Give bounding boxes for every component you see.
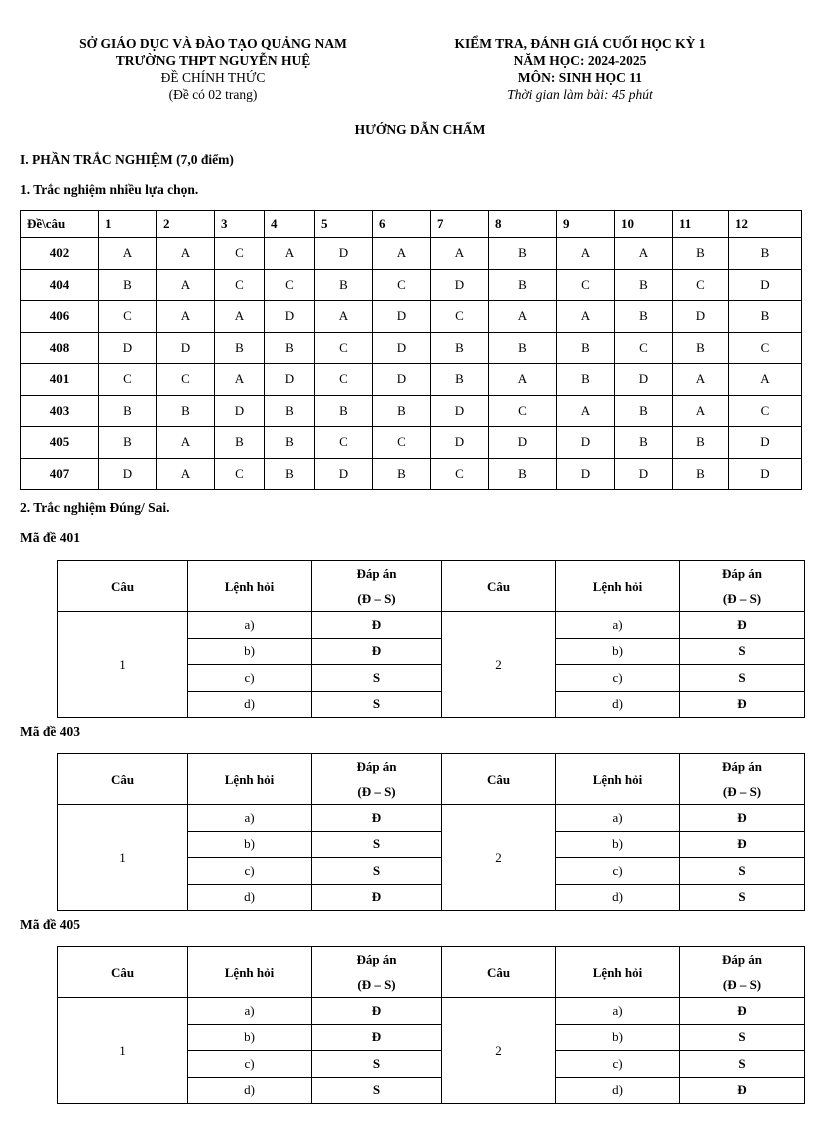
answer-cell: C — [315, 427, 373, 459]
answer-cell: D — [373, 332, 431, 364]
answer-cell: B — [315, 395, 373, 427]
answer-cell: B — [489, 238, 557, 270]
answer-cell: Đ — [312, 1024, 442, 1051]
answer-cell: A — [157, 458, 215, 490]
answer-cell: S — [680, 858, 805, 885]
answer-cell: D — [99, 332, 157, 364]
answer-cell: S — [680, 638, 805, 665]
question-number-cell: 2 — [442, 612, 556, 718]
column-header-corner: Đề\câu — [21, 211, 99, 238]
header-answer-line1: Đáp án — [356, 759, 397, 774]
header-answer-line2: (Đ – S) — [722, 591, 762, 606]
answer-cell: A — [157, 238, 215, 270]
answer-cell: A — [215, 301, 265, 333]
prompt-label-cell: b) — [188, 638, 312, 665]
prompt-label-cell: c) — [556, 858, 680, 885]
header-answer-line1: Đáp án — [721, 759, 763, 774]
answer-cell: D — [431, 269, 489, 301]
page-title: HƯỚNG DẪN CHẤM — [354, 122, 486, 137]
exam-code-cell: 402 — [21, 238, 99, 270]
column-header-question: 7 — [431, 211, 489, 238]
answer-cell: A — [157, 301, 215, 333]
answer-cell: D — [729, 269, 802, 301]
table-header-row — [58, 754, 805, 805]
answer-cell: S — [312, 1051, 442, 1078]
answer-cell: A — [557, 395, 615, 427]
column-header-question: 11 — [673, 211, 729, 238]
header-answer-line2: (Đ – S) — [722, 977, 762, 992]
question-number-cell: 2 — [442, 805, 556, 911]
exam-duration: Thời gian làm bài: 45 phút — [507, 87, 653, 102]
question-number-cell: 2 — [442, 998, 556, 1104]
table-row — [21, 427, 802, 459]
subsection-true-false-title: 2. Trắc nghiệm Đúng/ Sai. — [20, 500, 170, 515]
exam-code-cell: 406 — [21, 301, 99, 333]
prompt-label-cell: d) — [556, 884, 680, 911]
header-question: Câu — [442, 561, 556, 612]
prompt-label-cell: b) — [556, 638, 680, 665]
answer-cell: D — [157, 332, 215, 364]
answer-cell: Đ — [312, 805, 442, 832]
answer-cell: B — [265, 395, 315, 427]
answer-cell: A — [265, 238, 315, 270]
prompt-label-cell: a) — [188, 805, 312, 832]
answer-cell: Đ — [312, 612, 442, 639]
answer-cell: A — [373, 238, 431, 270]
table-header-row — [58, 947, 805, 998]
header-answer-line1: Đáp án — [721, 566, 763, 581]
answer-cell: B — [729, 238, 802, 270]
prompt-label-cell: a) — [188, 998, 312, 1025]
prompt-label-cell: c) — [556, 1051, 680, 1078]
question-number-cell: 1 — [58, 998, 188, 1104]
header-answer-line2: (Đ – S) — [722, 784, 762, 799]
header-answer-line1: Đáp án — [721, 952, 763, 967]
column-header-question: 5 — [315, 211, 373, 238]
answer-cell: A — [489, 301, 557, 333]
header-question: Câu — [58, 947, 188, 998]
answer-cell: A — [557, 301, 615, 333]
prompt-label-cell: a) — [556, 805, 680, 832]
answer-cell: D — [615, 458, 673, 490]
school-name: TRƯỜNG THPT NGUYỄN HUỆ — [115, 53, 311, 68]
answer-cell: C — [489, 395, 557, 427]
answer-cell: D — [431, 395, 489, 427]
prompt-label-cell: d) — [188, 691, 312, 718]
official-exam-label: ĐỀ CHÍNH THỨC — [160, 70, 266, 85]
answer-cell: Đ — [312, 884, 442, 911]
answer-cell: D — [215, 395, 265, 427]
header-question: Câu — [58, 754, 188, 805]
prompt-label-cell: a) — [556, 998, 680, 1025]
header-prompt: Lệnh hỏi — [188, 561, 312, 612]
true-false-table — [57, 560, 805, 718]
prompt-label-cell: c) — [188, 1051, 312, 1078]
answer-cell: C — [99, 301, 157, 333]
answer-cell: B — [489, 458, 557, 490]
answer-cell: B — [673, 238, 729, 270]
prompt-label-cell: d) — [556, 1077, 680, 1104]
answer-cell: B — [557, 332, 615, 364]
table-row — [58, 805, 805, 832]
answer-cell: C — [557, 269, 615, 301]
answer-cell: D — [489, 427, 557, 459]
prompt-label-cell: b) — [188, 1024, 312, 1051]
table-header-row — [58, 561, 805, 612]
answer-cell: A — [729, 364, 802, 396]
prompt-label-cell: c) — [188, 665, 312, 692]
answer-cell: C — [157, 364, 215, 396]
answer-cell: C — [215, 458, 265, 490]
header-answer-line1: Đáp án — [356, 952, 397, 967]
header-question: Câu — [58, 561, 188, 612]
prompt-label-cell: d) — [188, 884, 312, 911]
prompt-label-cell: a) — [556, 612, 680, 639]
answer-cell: S — [680, 1024, 805, 1051]
answer-cell: Đ — [312, 998, 442, 1025]
exam-name: KIỂM TRA, ĐÁNH GIÁ CUỐI HỌC KỲ 1 — [454, 36, 706, 51]
column-header-question: 4 — [265, 211, 315, 238]
column-header-question: 2 — [157, 211, 215, 238]
answer-cell: D — [265, 301, 315, 333]
header-prompt: Lệnh hỏi — [188, 947, 312, 998]
answer-cell: D — [557, 458, 615, 490]
answer-cell: B — [315, 269, 373, 301]
answer-cell: D — [373, 301, 431, 333]
table-header-row — [21, 211, 802, 238]
answer-cell: C — [265, 269, 315, 301]
answer-cell: D — [373, 364, 431, 396]
answer-cell: B — [615, 301, 673, 333]
section-1-title: I. PHẦN TRẮC NGHIỆM (7,0 điểm) — [20, 152, 234, 167]
table-row — [58, 612, 805, 639]
answer-cell: B — [157, 395, 215, 427]
answer-cell: A — [489, 364, 557, 396]
header-prompt: Lệnh hỏi — [556, 754, 680, 805]
answer-cell: S — [312, 831, 442, 858]
answer-cell: S — [312, 691, 442, 718]
answer-cell: D — [729, 427, 802, 459]
exam-code-cell: 405 — [21, 427, 99, 459]
answer-cell: C — [215, 269, 265, 301]
answer-cell: A — [615, 238, 673, 270]
answer-cell: B — [99, 269, 157, 301]
header-answer-line2: (Đ – S) — [357, 784, 396, 799]
column-header-question: 6 — [373, 211, 431, 238]
answer-cell: B — [373, 395, 431, 427]
header-answer-line2: (Đ – S) — [357, 591, 396, 606]
answer-cell: D — [557, 427, 615, 459]
column-header-question: 10 — [615, 211, 673, 238]
answer-cell: D — [673, 301, 729, 333]
answer-cell: D — [729, 458, 802, 490]
page-count-note: (Đề có 02 trang) — [168, 87, 258, 102]
answer-cell: A — [215, 364, 265, 396]
answer-cell: D — [99, 458, 157, 490]
table-row — [58, 998, 805, 1025]
prompt-label-cell: d) — [188, 1077, 312, 1104]
header-question: Câu — [442, 754, 556, 805]
answer-cell: S — [312, 1077, 442, 1104]
header-answer — [312, 947, 442, 998]
subsection-multiple-choice-title: 1. Trắc nghiệm nhiều lựa chọn. — [20, 182, 199, 197]
answer-cell: B — [489, 269, 557, 301]
answer-cell: S — [312, 858, 442, 885]
answer-cell: C — [729, 332, 802, 364]
answer-cell: C — [673, 269, 729, 301]
answer-cell: D — [615, 364, 673, 396]
header-answer-line1: Đáp án — [356, 566, 397, 581]
answer-cell: B — [99, 395, 157, 427]
answer-cell: S — [680, 665, 805, 692]
table-row — [21, 395, 802, 427]
true-false-table — [57, 753, 805, 911]
answer-cell: B — [265, 458, 315, 490]
column-header-question: 3 — [215, 211, 265, 238]
header-prompt: Lệnh hỏi — [188, 754, 312, 805]
answer-cell: A — [673, 395, 729, 427]
table-row — [21, 332, 802, 364]
answer-cell: A — [673, 364, 729, 396]
answer-cell: B — [431, 332, 489, 364]
answer-cell: B — [215, 427, 265, 459]
answer-cell: D — [431, 427, 489, 459]
prompt-label-cell: a) — [188, 612, 312, 639]
header-prompt: Lệnh hỏi — [556, 947, 680, 998]
answer-cell: B — [673, 427, 729, 459]
answer-cell: Đ — [680, 612, 805, 639]
answer-cell: B — [673, 332, 729, 364]
answer-cell: B — [373, 458, 431, 490]
answer-cell: Đ — [312, 638, 442, 665]
answer-cell: C — [99, 364, 157, 396]
answer-cell: B — [615, 269, 673, 301]
answer-cell: Đ — [680, 998, 805, 1025]
exam-code-title: Mã đề 403 — [20, 724, 80, 739]
answer-cell: A — [557, 238, 615, 270]
question-number-cell: 1 — [58, 805, 188, 911]
answer-cell: B — [673, 458, 729, 490]
exam-code-cell: 403 — [21, 395, 99, 427]
header-answer — [680, 754, 805, 805]
answer-cell: A — [157, 427, 215, 459]
answer-cell: B — [431, 364, 489, 396]
answer-cell: B — [729, 301, 802, 333]
answer-cell: C — [729, 395, 802, 427]
answer-cell: B — [615, 427, 673, 459]
column-header-question: 9 — [557, 211, 615, 238]
column-header-question: 1 — [99, 211, 157, 238]
table-row — [21, 238, 802, 270]
answer-cell: C — [215, 238, 265, 270]
header-answer — [312, 754, 442, 805]
header-answer — [680, 947, 805, 998]
table-row — [21, 364, 802, 396]
multiple-choice-answer-table — [20, 210, 802, 490]
answer-cell: C — [431, 301, 489, 333]
exam-code-cell: 407 — [21, 458, 99, 490]
answer-cell: B — [265, 427, 315, 459]
answer-cell: C — [615, 332, 673, 364]
answer-cell: S — [680, 884, 805, 911]
answer-cell: C — [431, 458, 489, 490]
answer-cell: S — [680, 1051, 805, 1078]
exam-code-title: Mã đề 401 — [20, 530, 80, 545]
answer-cell: S — [312, 665, 442, 692]
header-answer-line2: (Đ – S) — [357, 977, 396, 992]
department-name: SỞ GIÁO DỤC VÀ ĐÀO TẠO QUẢNG NAM — [79, 36, 347, 51]
answer-cell: Đ — [680, 1077, 805, 1104]
answer-cell: C — [315, 364, 373, 396]
answer-cell: B — [99, 427, 157, 459]
school-year: NĂM HỌC: 2024-2025 — [513, 53, 647, 68]
header-question: Câu — [442, 947, 556, 998]
answer-cell: D — [315, 458, 373, 490]
exam-code-title: Mã đề 405 — [20, 917, 80, 932]
header-answer — [312, 561, 442, 612]
answer-cell: Đ — [680, 691, 805, 718]
answer-cell: B — [557, 364, 615, 396]
answer-cell: Đ — [680, 805, 805, 832]
prompt-label-cell: b) — [556, 831, 680, 858]
answer-cell: B — [265, 332, 315, 364]
answer-cell: A — [431, 238, 489, 270]
answer-cell: B — [215, 332, 265, 364]
exam-code-cell: 404 — [21, 269, 99, 301]
answer-cell: C — [373, 269, 431, 301]
prompt-label-cell: b) — [188, 831, 312, 858]
header-answer — [680, 561, 805, 612]
answer-cell: A — [99, 238, 157, 270]
table-row — [21, 301, 802, 333]
answer-cell: A — [315, 301, 373, 333]
answer-cell: Đ — [680, 831, 805, 858]
table-row — [21, 458, 802, 490]
answer-cell: D — [315, 238, 373, 270]
column-header-question: 12 — [729, 211, 802, 238]
prompt-label-cell: b) — [556, 1024, 680, 1051]
answer-cell: C — [315, 332, 373, 364]
answer-cell: C — [373, 427, 431, 459]
question-number-cell: 1 — [58, 612, 188, 718]
answer-cell: D — [265, 364, 315, 396]
exam-code-cell: 401 — [21, 364, 99, 396]
exam-code-cell: 408 — [21, 332, 99, 364]
prompt-label-cell: c) — [188, 858, 312, 885]
answer-cell: B — [489, 332, 557, 364]
header-prompt: Lệnh hỏi — [556, 561, 680, 612]
prompt-label-cell: c) — [556, 665, 680, 692]
answer-cell: A — [157, 269, 215, 301]
answer-cell: B — [615, 395, 673, 427]
column-header-question: 8 — [489, 211, 557, 238]
subject: MÔN: SINH HỌC 11 — [517, 70, 643, 85]
table-row — [21, 269, 802, 301]
true-false-table — [57, 946, 805, 1104]
prompt-label-cell: d) — [556, 691, 680, 718]
